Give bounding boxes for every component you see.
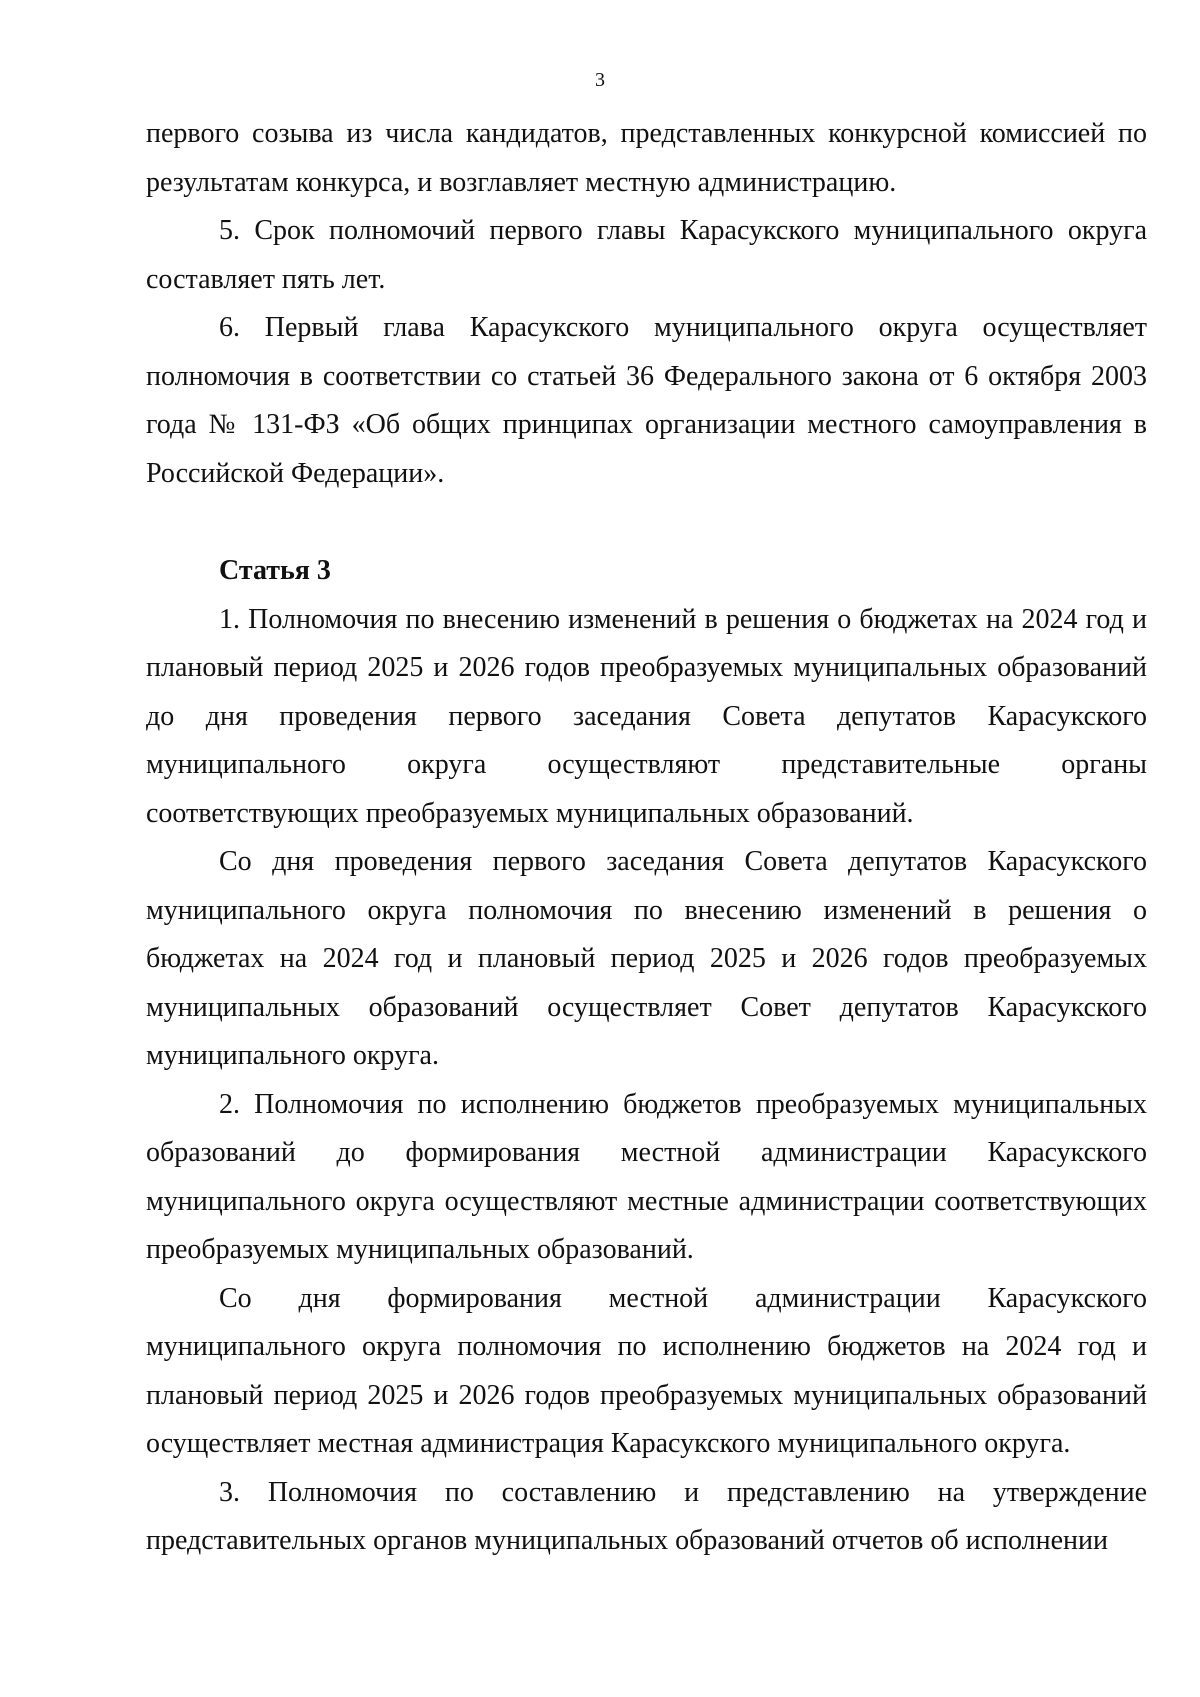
paragraph-article3-item-1: 1. Полномочия по внесению изменений в решения о бюджетах на 2024 год и плановый период 2025 и 2026 годов преобразуемых муниципальных образований до дня проведения первого заседания Совета депутатов Карасукского муниципального округа осуществляют представительные органы соответствующих преобразуемых муниципальных образований. [146, 603, 1147, 829]
paragraph-article3-item-2: 2. Полномочия по исполнению бюджетов преобразуемых муниципальных образований до формирования местной администрации Карасукского муниципального округа осуществляют местные администрации соответствующих преобразуемых муниципальных образований. [146, 1088, 1147, 1265]
paragraph-article3-item-1-continued: Со дня проведения первого заседания Совета депутатов Карасукского муниципального округа полномочия по внесению изменений в решения о бюджетах на 2024 год и плановый период 2025 и 2026 годов преобразуемых муниципальных образований осуществляет Совет депутатов Карасукского муниципального округа. [146, 846, 1147, 1071]
article-heading: Статья 3 [219, 555, 331, 586]
paragraph-article3-item-3: 3. Полномочия по составлению и представлению на утверждение представительных органов муниципальных образований отчетов об исполнении [146, 1476, 1147, 1556]
document-body [146, 110, 1147, 1566]
paragraph-continuation: первого созыва из числа кандидатов, представленных конкурсной комиссией по результатам конкурса, и возглавляет местную администрацию. [146, 118, 1147, 198]
paragraph-item-5: 5. Срок полномочий первого главы Карасукского муниципального округа составляет пять лет. [146, 215, 1147, 295]
paragraph-article3-item-2-continued: Со дня формирования местной администрации Карасукского муниципального округа полномочия по исполнению бюджетов на 2024 год и плановый период 2025 и 2026 годов преобразуемых муниципальных образований осуществляет местная администрация Карасукского муниципального округа. [146, 1282, 1147, 1459]
page-number: 3 [595, 69, 605, 91]
paragraph-item-6: 6. Первый глава Карасукского муниципального округа осуществляет полномочия в соответствии со статьей 36 Федерального закона от 6 октября 2003 года № 131-ФЗ «Об общих принципах организации местного самоуправления в Российской Федерации». [146, 312, 1147, 489]
